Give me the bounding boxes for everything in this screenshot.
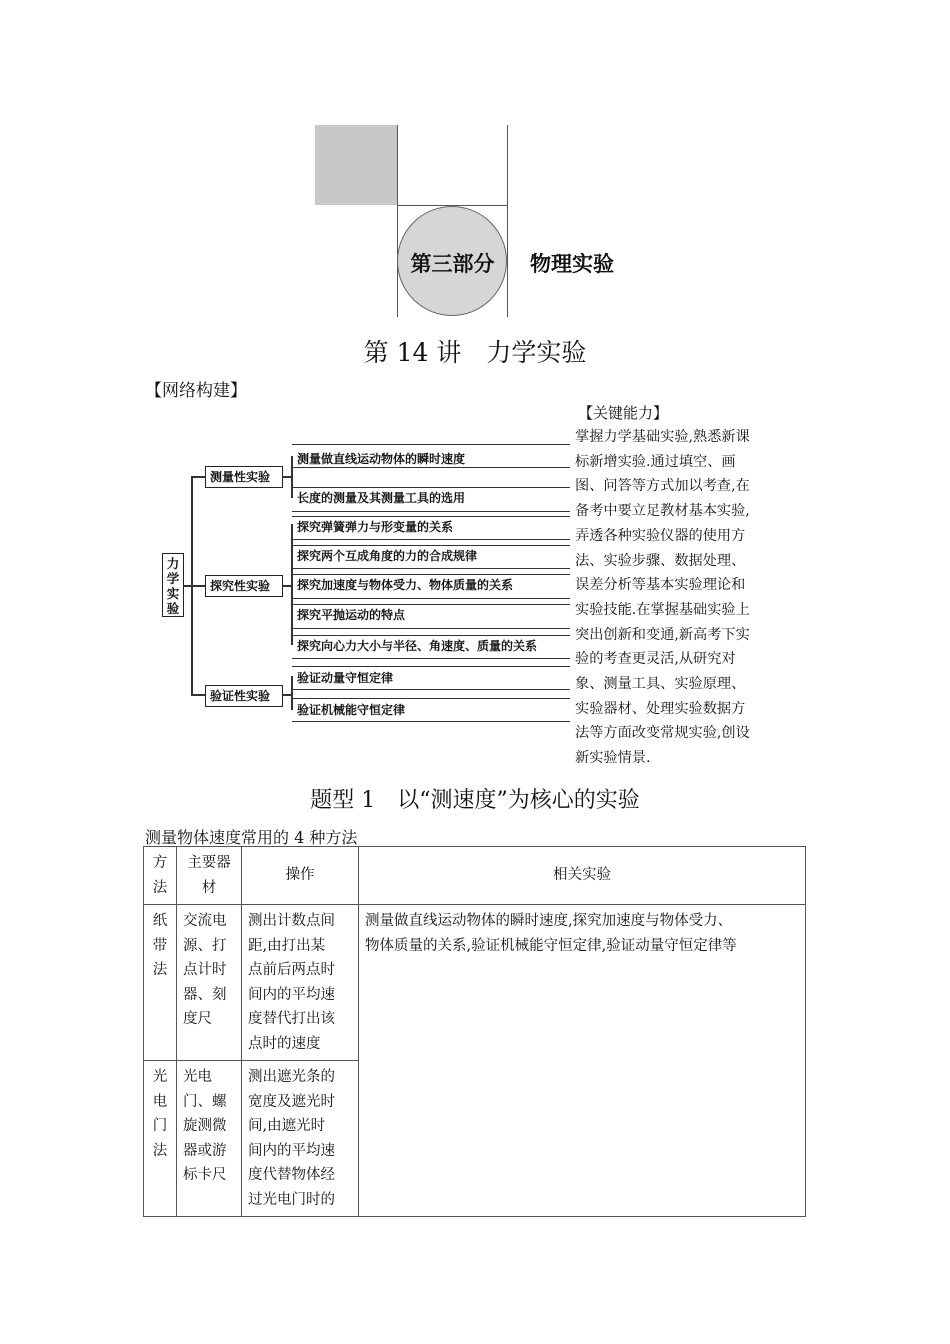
key-ability-line: 备考中要立足教材基本实验, <box>575 503 750 520</box>
item-rule <box>292 658 570 659</box>
cell-text: 门 <box>152 1118 168 1134</box>
connector <box>191 476 206 478</box>
diagram-item: 探究向心力大小与半径、角速度、质量的关系 <box>297 639 538 653</box>
table-row <box>144 905 806 1061</box>
method-cell <box>144 1061 177 1217</box>
cell-text: 门、螺 <box>183 1093 227 1110</box>
cell-text: 器或游 <box>183 1142 227 1159</box>
cell-text: 测出遮光条的 <box>248 1069 335 1085</box>
cell-text: 度代替物体经 <box>248 1167 335 1183</box>
cell-text: 标卡尺 <box>183 1167 227 1183</box>
item-rule <box>292 689 570 690</box>
diagram-root-char: 学 <box>166 571 180 586</box>
item-rule <box>292 568 570 569</box>
key-ability-line: 图、问答等方式加以考查,在 <box>575 478 750 495</box>
item-rule <box>292 604 570 605</box>
cell-text: 源、打 <box>183 937 227 954</box>
item-rule <box>292 698 570 699</box>
cell-text: 器、刻 <box>183 986 227 1003</box>
diagram-item: 探究平抛运动的特点 <box>297 608 406 622</box>
cell-text: 过光电门时的 <box>248 1191 335 1208</box>
header-decor-line <box>507 125 508 317</box>
diagram-item: 探究加速度与物体受力、物体质量的关系 <box>297 578 514 592</box>
diagram-item: 验证机械能守恒定律 <box>297 703 406 717</box>
key-ability-line: 法、实验步骤、数据处理、 <box>575 552 746 569</box>
connector <box>291 676 293 710</box>
method-cell <box>144 905 177 1061</box>
lecture-title: 第 14 讲 力学实验 <box>363 338 587 367</box>
cell-text: 物体质量的关系,验证机械能守恒定律,验证动量守恒定律等 <box>365 937 737 954</box>
key-ability-title: 【关键能力】 <box>578 404 669 422</box>
diagram-item: 探究两个互成角度的力的合成规律 <box>297 549 478 563</box>
item-rule <box>292 666 570 667</box>
connector <box>291 524 293 645</box>
diagram-item: 探究弹簧弹力与形变量的关系 <box>297 520 454 534</box>
cell-text: 度尺 <box>183 1011 212 1027</box>
connector <box>291 456 293 498</box>
item-rule <box>292 628 570 629</box>
header-decor-line <box>397 125 398 317</box>
header-text: 材 <box>201 879 217 896</box>
header-method <box>144 847 177 905</box>
diagram-root-char: 验 <box>166 601 180 616</box>
item-rule <box>292 487 570 488</box>
header-decor-square <box>315 125 397 205</box>
item-rule <box>292 598 570 599</box>
key-ability-line: 标新增实验.通过填空、画 <box>575 453 736 470</box>
connector <box>283 585 292 587</box>
header-related <box>359 847 806 905</box>
connector <box>191 476 193 695</box>
diagram-item: 测量做直线运动物体的瞬时速度 <box>297 452 466 466</box>
table-header-row <box>144 847 806 905</box>
part-label: 第三部分 <box>410 252 495 276</box>
cell-text: 点前后两点时 <box>248 962 335 978</box>
key-ability-line: 法等方面改变常规实验,创设 <box>575 725 750 742</box>
item-rule <box>292 635 570 636</box>
group-label: 验证性实验 <box>210 689 271 703</box>
cell-text: 间,由遮光时 <box>248 1118 326 1134</box>
group-label: 测量性实验 <box>210 470 271 484</box>
header-text: 操作 <box>285 867 315 884</box>
related-cell <box>359 905 806 1217</box>
cell-text: 法 <box>152 962 168 978</box>
item-rule <box>292 516 570 517</box>
header-text: 相关实验 <box>553 867 611 884</box>
item-rule <box>292 539 570 540</box>
item-rule <box>292 574 570 575</box>
cell-text: 电 <box>152 1093 168 1110</box>
part-title: 物理实验 <box>530 252 614 276</box>
cell-text: 法 <box>152 1142 168 1159</box>
connector <box>283 694 292 696</box>
cell-text: 间内的平均速 <box>248 986 335 1003</box>
diagram-root-label <box>163 556 183 616</box>
key-ability-line: 实验器材、处理实验数据方 <box>575 700 746 717</box>
key-ability-body <box>575 425 775 771</box>
group-explore <box>205 575 283 597</box>
cell-text: 宽度及遮光时 <box>248 1093 335 1110</box>
group-measure <box>205 466 283 488</box>
item-rule <box>292 467 570 468</box>
diagram-item: 长度的测量及其测量工具的选用 <box>297 491 466 505</box>
cell-text: 间内的平均速 <box>248 1142 335 1159</box>
key-ability-line: 新实验情景. <box>575 750 651 767</box>
cell-text: 纸 <box>152 913 168 929</box>
header-text: 法 <box>152 879 168 896</box>
cell-text: 测量做直线运动物体的瞬时速度,探究加速度与物体受力、 <box>365 913 733 929</box>
item-rule <box>292 545 570 546</box>
key-ability-line: 实验技能.在掌握基础实验上 <box>575 601 750 618</box>
cell-text: 距,由打出某 <box>248 937 326 954</box>
network-heading: 【网络构建】 <box>145 381 247 401</box>
header-operation <box>242 847 359 905</box>
key-ability-line: 掌握力学基础实验,熟悉新课 <box>575 429 750 445</box>
operation-cell <box>242 905 359 1061</box>
diagram-root <box>162 553 184 617</box>
diagram-item: 验证动量守恒定律 <box>297 671 394 685</box>
cell-text: 点时的速度 <box>248 1035 321 1052</box>
item-rule <box>292 511 570 512</box>
key-ability-line: 突出创新和变通,新高考下实 <box>575 626 750 643</box>
header-text: 方 <box>152 855 168 871</box>
item-rule <box>292 721 570 722</box>
item-rule <box>292 444 570 445</box>
cell-text: 旋测微 <box>183 1118 227 1134</box>
cell-text: 光 <box>152 1069 168 1085</box>
connector <box>191 585 206 587</box>
group-label: 探究性实验 <box>210 579 271 593</box>
cell-text: 测出计数点间 <box>248 913 335 929</box>
key-ability-line: 象、测量工具、实验原理、 <box>575 676 746 693</box>
group-verify <box>205 685 283 707</box>
header-text: 主要器 <box>187 855 231 871</box>
diagram-root-char: 实 <box>166 586 180 601</box>
connector <box>184 585 192 587</box>
connector <box>191 694 206 696</box>
connector <box>283 476 292 478</box>
cell-text: 交流电 <box>183 913 227 929</box>
header-equipment <box>177 847 242 905</box>
key-ability-line: 验的考查更灵活,从研究对 <box>575 651 736 668</box>
cell-text: 带 <box>152 937 168 954</box>
question-type-title: 题型 1 以“测速度”为核心的实验 <box>310 788 640 813</box>
methods-table <box>143 846 806 1217</box>
cell-text: 光电 <box>183 1069 212 1085</box>
key-ability-line: 弄透各种实验仪器的使用方 <box>575 527 746 544</box>
key-ability-line: 误差分析等基本实验理论和 <box>575 577 746 594</box>
diagram-root-char: 力 <box>166 556 180 571</box>
cell-text: 度替代打出该 <box>248 1011 335 1027</box>
operation-cell <box>242 1061 359 1217</box>
cell-text: 点计时 <box>183 962 227 978</box>
table-caption: 测量物体速度常用的 4 种方法 <box>145 828 358 847</box>
equipment-cell <box>177 905 242 1061</box>
equipment-cell <box>177 1061 242 1217</box>
